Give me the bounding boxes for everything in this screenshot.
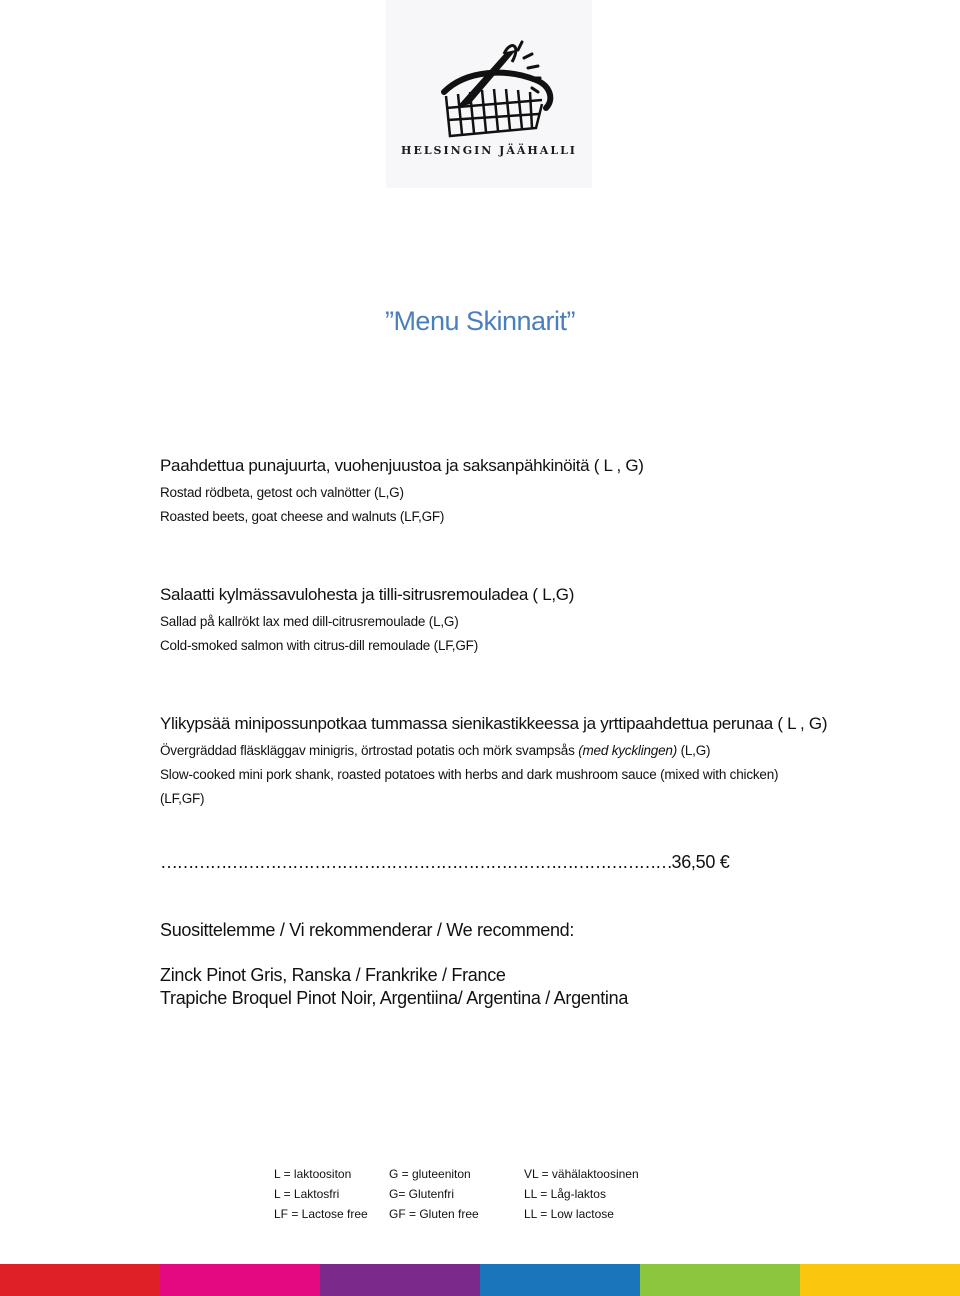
color-band-magenta bbox=[160, 1264, 320, 1296]
legend-item: LF = Lactose free bbox=[274, 1207, 368, 1221]
legend-low-lactose bbox=[524, 1164, 639, 1224]
dish-3-swedish bbox=[160, 739, 880, 763]
wine-item: Zinck Pinot Gris, Ranska / Frankrike / France bbox=[160, 965, 506, 985]
legend-item: G= Glutenfri bbox=[389, 1187, 455, 1201]
dish-3-swedish-main: Övergräddad fläskläggav minigris, örtrostad potatis och mörk svampsås bbox=[160, 743, 579, 758]
dish-3 bbox=[160, 713, 880, 811]
dish-3-swedish-italic: (med kycklingen) bbox=[578, 743, 678, 758]
dish-2-english: Cold-smoked salmon with citrus-dill remoulade (LF,GF) bbox=[160, 638, 479, 653]
wine-list bbox=[160, 964, 628, 1010]
color-band-red bbox=[0, 1264, 160, 1296]
color-band-purple bbox=[320, 1264, 480, 1296]
menu-title: ”Menu Skinnarit” bbox=[384, 306, 576, 336]
dish-1-finnish: Paahdettua punajuurta, vuohenjuustoa ja saksanpähkinöitä ( L , G) bbox=[160, 456, 644, 475]
dish-1-english: Roasted beets, goat cheese and walnuts (LF,GF) bbox=[160, 509, 445, 524]
color-band-green bbox=[640, 1264, 800, 1296]
logo-text: HELSINGIN JÄÄHALLI bbox=[401, 144, 577, 157]
legend-lactose-free bbox=[274, 1164, 368, 1224]
skating-rink-logo-icon bbox=[386, 0, 592, 188]
dish-1-swedish: Rostad rödbeta, getost och valnötter (L,G) bbox=[160, 485, 404, 500]
wine-item: Trapiche Broquel Pinot Noir, Argentiina/ Argentina / Argentina bbox=[160, 988, 629, 1008]
wine-recommendation-heading: Suosittelemme / Vi rekommenderar / We recommend: bbox=[160, 920, 575, 940]
brand-color-bar bbox=[0, 1264, 960, 1296]
dish-2-swedish: Sallad på kallrökt lax med dill-citrusremoulade (L,G) bbox=[160, 614, 459, 629]
price-leader-dots: ………………………………………………………………………………… bbox=[160, 852, 672, 872]
legend-item: GF = Gluten free bbox=[389, 1207, 479, 1221]
price-line bbox=[160, 852, 804, 873]
dish-3-finnish: Ylikypsää minipossunpotkaa tummassa sienikastikkeessa ja yrttipaahdettua perunaa ( L , G) bbox=[160, 714, 828, 733]
legend-item: VL = vähälaktoosinen bbox=[524, 1167, 639, 1181]
legend-item: LL = Low lactose bbox=[524, 1207, 614, 1221]
dish-3-swedish-tail: (L,G) bbox=[677, 743, 711, 758]
logo bbox=[386, 0, 592, 188]
legend-item: G = gluteeniton bbox=[389, 1167, 471, 1181]
legend-item: L = laktoositon bbox=[274, 1167, 352, 1181]
color-band-yellow bbox=[800, 1264, 960, 1296]
dish-3-english: Slow-cooked mini pork shank, roasted potatoes with herbs and dark mushroom sauce (mixed with chicken) (LF,GF) bbox=[160, 767, 779, 806]
dish-2 bbox=[160, 584, 880, 658]
legend-item: L = Laktosfri bbox=[274, 1187, 340, 1201]
legend-gluten-free bbox=[389, 1164, 479, 1224]
color-band-blue bbox=[480, 1264, 640, 1296]
dish-2-finnish: Salaatti kylmässavulohesta ja tilli-sitrusremouladea ( L,G) bbox=[160, 585, 575, 604]
legend-item: LL = Låg-laktos bbox=[524, 1187, 606, 1201]
price-amount: 36,50 € bbox=[671, 852, 730, 872]
dish-1 bbox=[160, 455, 880, 529]
